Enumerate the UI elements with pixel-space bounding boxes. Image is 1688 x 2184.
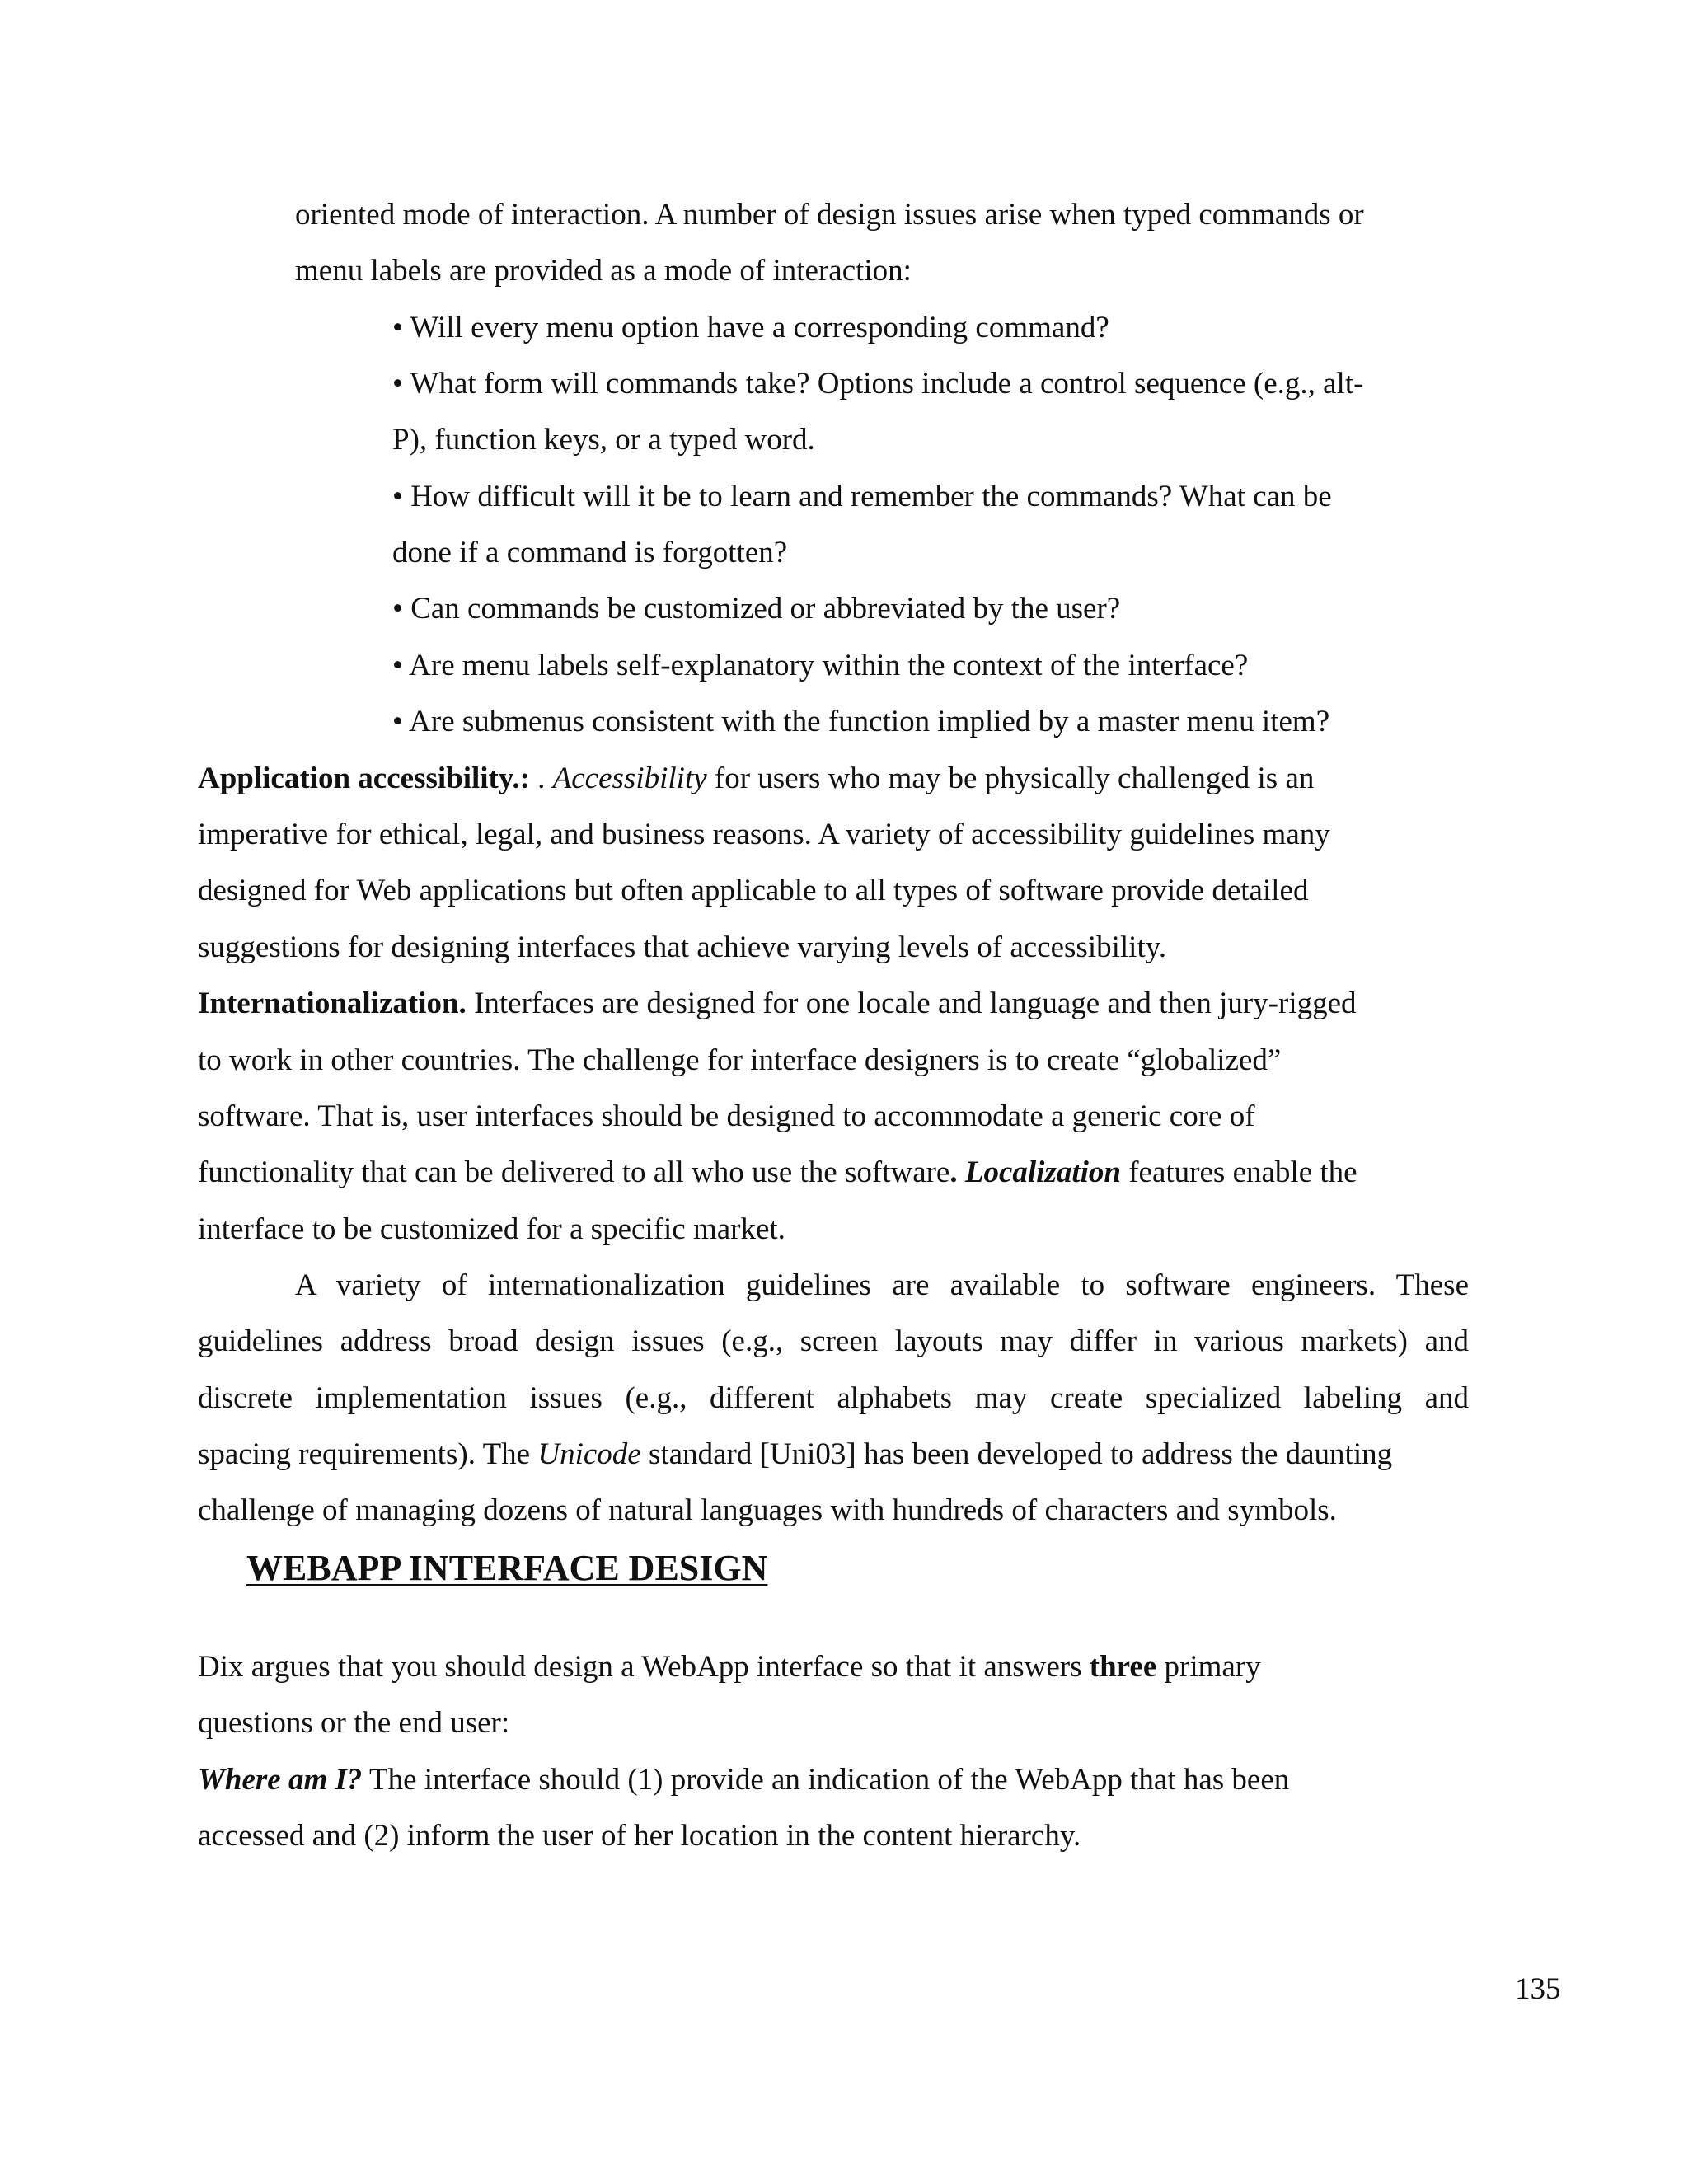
dix-bold-three: three	[1089, 1650, 1157, 1684]
guidelines-line: challenge of managing dozens of natural languages with hundreds of characters and symbols.	[198, 1493, 1337, 1527]
dix-line1-post: primary	[1156, 1650, 1261, 1684]
unicode-term: Unicode	[537, 1437, 641, 1471]
internationalization-term: Internationalization.	[198, 987, 467, 1020]
internationalization-bold-dot: .	[950, 1155, 965, 1189]
where-am-i-line	[198, 1764, 1289, 1797]
where-am-i-line1-rest: The interface should (1) provide an indication of the WebApp that has been	[362, 1763, 1290, 1797]
guidelines-line	[198, 1438, 1392, 1471]
accessibility-line1-rest: for users who may be physically challenged is an	[706, 762, 1315, 795]
paragraph-line: oriented mode of interaction. A number of design issues arise when typed commands or	[295, 198, 1364, 232]
internationalization-line	[198, 987, 1357, 1020]
bullet-item: • What form will commands take? Options include a control sequence (e.g., alt-	[392, 367, 1364, 401]
where-am-i-term: Where am I?	[198, 1763, 363, 1797]
bullet-item: • Can commands be customized or abbreviated by the user?	[392, 592, 1121, 626]
accessibility-line	[198, 762, 1314, 795]
bullet-item-continuation: done if a command is forgotten?	[392, 536, 788, 569]
internationalization-line	[198, 1156, 1357, 1189]
page-number: 135	[1515, 1972, 1561, 2006]
dix-line1-pre: Dix argues that you should design a WebApp interface so that it answers	[198, 1650, 1090, 1684]
internationalization-line4-post: features enable the	[1120, 1155, 1357, 1189]
bullet-item-continuation: P), function keys, or a typed word.	[392, 423, 815, 457]
dix-line: questions or the end user:	[198, 1706, 510, 1740]
guidelines-line4-post: standard [Uni03] has been developed to address the daunting	[640, 1437, 1393, 1471]
localization-term: Localization	[964, 1155, 1121, 1189]
internationalization-line1-rest: Interfaces are designed for one locale and language and then jury-rigged	[466, 987, 1357, 1020]
bullet-item: • Are menu labels self-explanatory within the context of the interface?	[392, 649, 1249, 682]
guidelines-line: guidelines address broad design issues (e.g., screen layouts may differ in various markets) and	[198, 1324, 1469, 1358]
dix-line	[198, 1651, 1261, 1684]
internationalization-line: software. That is, user interfaces should be designed to accommodate a generic core of	[198, 1099, 1255, 1133]
accessibility-italic-word: Accessibility	[552, 762, 707, 795]
internationalization-line4-pre: functionality that can be delivered to all who use the software	[198, 1155, 950, 1189]
guidelines-line: discrete implementation issues (e.g., different alphabets may create specialized labeling and	[198, 1381, 1469, 1415]
accessibility-lead: .	[529, 762, 553, 795]
accessibility-term: Application accessibility.:	[198, 762, 530, 795]
accessibility-line: imperative for ethical, legal, and business reasons. A variety of accessibility guidelines many	[198, 818, 1330, 851]
section-heading: WEBAPP INTERFACE DESIGN	[246, 1548, 768, 1588]
guidelines-line4-pre: spacing requirements). The	[198, 1437, 538, 1471]
paragraph-line: menu labels are provided as a mode of interaction:	[295, 254, 912, 288]
guidelines-line: A variety of internationalization guidelines are available to software engineers. These	[295, 1268, 1469, 1302]
bullet-item: • How difficult will it be to learn and remember the commands? What can be	[392, 480, 1332, 513]
bullet-item: • Will every menu option have a corresponding command?	[392, 311, 1109, 344]
internationalization-line: interface to be customized for a specific market.	[198, 1212, 785, 1246]
internationalization-line: to work in other countries. The challenge for interface designers is to create “globalized”	[198, 1043, 1282, 1077]
accessibility-line: designed for Web applications but often applicable to all types of software provide detailed	[198, 874, 1309, 907]
accessibility-line: suggestions for designing interfaces that achieve varying levels of accessibility.	[198, 930, 1167, 964]
bullet-item: • Are submenus consistent with the function implied by a master menu item?	[392, 705, 1330, 738]
where-am-i-line: accessed and (2) inform the user of her location in the content hierarchy.	[198, 1819, 1081, 1853]
